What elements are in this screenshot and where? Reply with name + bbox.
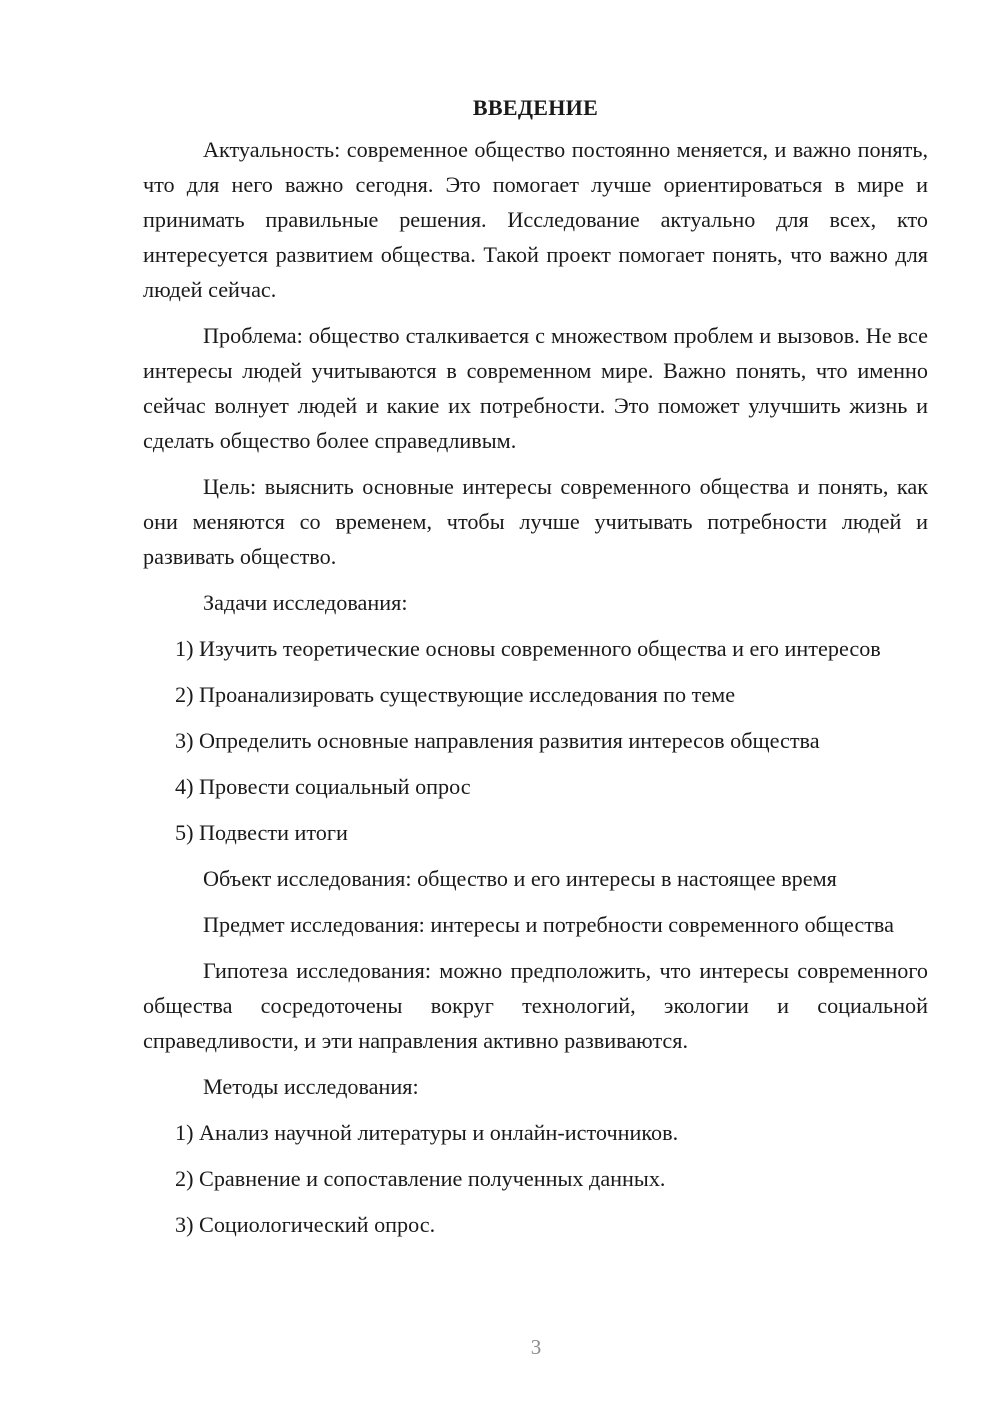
methods-list [143, 1115, 928, 1242]
list-item: 1) Изучить теоретические основы современного общества и его интересов [175, 636, 881, 661]
list-item: 2) Проанализировать существующие исследования по теме [175, 682, 736, 707]
list-item: 2) Сравнение и сопоставление полученных данных. [175, 1166, 666, 1191]
page-number: 3 [530, 1335, 542, 1359]
document-page [143, 90, 928, 1242]
list-item: 3) Определить основные направления развития интересов общества [175, 728, 820, 753]
goal-paragraph: Цель: выяснить основные интересы современного общества и понять, как они меняются со временем, чтобы лучше учитывать потребности людей и развивать общество. [143, 474, 928, 569]
list-item: 5) Подвести итоги [175, 820, 348, 845]
hypothesis-paragraph: Гипотеза исследования: можно предположить, что интересы современного общества сосредоточены вокруг технологий, экологии и социальной справедливости, и эти направления активно развиваются. [143, 958, 928, 1053]
object-paragraph: Объект исследования: общество и его интересы в настоящее время [203, 866, 837, 891]
relevance-paragraph: Актуальность: современное общество постоянно меняется, и важно понять, что для него важно сегодня. Это помогает лучше ориентироваться в мире и принимать правильные решения. Исследование актуально для всех, кто интересуется развитием общества. Такой проект помогает понять, что важно для людей сейчас. [143, 137, 928, 302]
page-title: ВВЕДЕНИЕ [472, 95, 599, 120]
problem-paragraph: Проблема: общество сталкивается с множеством проблем и вызовов. Не все интересы людей учитываются в современном мире. Важно понять, что именно сейчас волнует людей и какие их потребности. Это поможет улучшить жизнь и сделать общество более справедливым. [143, 323, 928, 453]
methods-heading: Методы исследования: [203, 1074, 419, 1099]
list-item: 4) Провести социальный опрос [175, 774, 471, 799]
subject-paragraph: Предмет исследования: интересы и потребности современного общества [203, 912, 894, 937]
list-item: 3) Социологический опрос. [175, 1212, 436, 1237]
tasks-heading: Задачи исследования: [203, 590, 408, 615]
list-item: 1) Анализ научной литературы и онлайн-источников. [175, 1120, 679, 1145]
tasks-list [143, 631, 928, 850]
